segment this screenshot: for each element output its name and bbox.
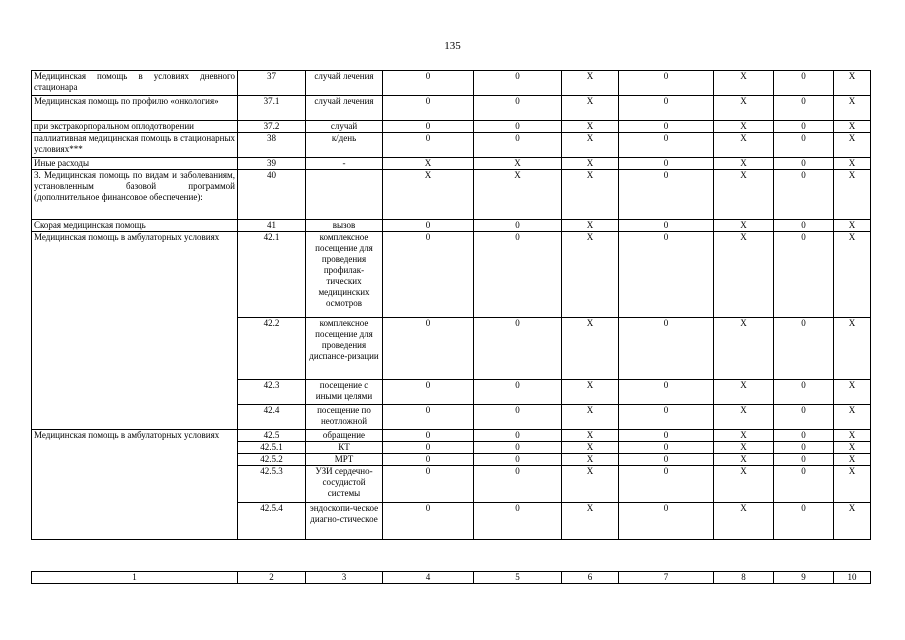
value-cell: 0 bbox=[774, 503, 834, 540]
value-cell: 0 bbox=[774, 170, 834, 220]
value-cell: X bbox=[562, 430, 619, 442]
table-row bbox=[32, 158, 871, 170]
unit-cell: УЗИ сердечно-сосудистой системы bbox=[306, 466, 383, 503]
row-number: 42.5 bbox=[238, 430, 306, 442]
value-cell: 0 bbox=[619, 71, 714, 96]
value-cell: 0 bbox=[619, 232, 714, 318]
value-cell: X bbox=[562, 121, 619, 133]
value-cell: X bbox=[562, 71, 619, 96]
row-number: 42.1 bbox=[238, 232, 306, 318]
value-cell: X bbox=[834, 96, 871, 121]
value-cell: 0 bbox=[774, 71, 834, 96]
row-number: 37.1 bbox=[238, 96, 306, 121]
value-cell: X bbox=[562, 158, 619, 170]
value-cell: 0 bbox=[774, 220, 834, 232]
column-number-cell: 1 bbox=[32, 572, 238, 584]
unit-cell: вызов bbox=[306, 220, 383, 232]
value-cell: 0 bbox=[619, 380, 714, 405]
value-cell: X bbox=[562, 405, 619, 430]
column-number-cell: 2 bbox=[238, 572, 306, 584]
value-cell: 0 bbox=[474, 466, 562, 503]
value-cell: X bbox=[834, 232, 871, 318]
value-cell: X bbox=[834, 442, 871, 454]
value-cell: 0 bbox=[474, 121, 562, 133]
value-cell: 0 bbox=[774, 318, 834, 380]
value-cell: 0 bbox=[383, 454, 474, 466]
value-cell: 0 bbox=[619, 405, 714, 430]
value-cell: 0 bbox=[474, 503, 562, 540]
value-cell: 0 bbox=[619, 318, 714, 380]
value-cell: X bbox=[834, 220, 871, 232]
value-cell: 0 bbox=[619, 430, 714, 442]
unit-cell: КТ bbox=[306, 442, 383, 454]
value-cell: X bbox=[562, 454, 619, 466]
value-cell: X bbox=[714, 121, 774, 133]
unit-cell: - bbox=[306, 158, 383, 170]
value-cell: 0 bbox=[383, 121, 474, 133]
value-cell: X bbox=[834, 466, 871, 503]
column-number-cell: 8 bbox=[714, 572, 774, 584]
value-cell: X bbox=[714, 466, 774, 503]
row-number: 42.3 bbox=[238, 380, 306, 405]
value-cell: 0 bbox=[383, 430, 474, 442]
value-cell: 0 bbox=[474, 405, 562, 430]
value-cell: 0 bbox=[383, 133, 474, 158]
value-cell: 0 bbox=[774, 430, 834, 442]
value-cell: 0 bbox=[619, 170, 714, 220]
value-cell: 0 bbox=[474, 380, 562, 405]
table-row bbox=[32, 71, 871, 96]
value-cell: X bbox=[562, 318, 619, 380]
value-cell: 0 bbox=[474, 96, 562, 121]
value-cell: 0 bbox=[774, 454, 834, 466]
value-cell: X bbox=[834, 71, 871, 96]
value-cell: 0 bbox=[619, 503, 714, 540]
page-number: 135 bbox=[444, 40, 461, 52]
value-cell: 0 bbox=[774, 442, 834, 454]
value-cell: 0 bbox=[383, 380, 474, 405]
unit-cell: обращение bbox=[306, 430, 383, 442]
row-label: 3. Медицинская помощь по видам и заболеваниям, установленным базовой программой (дополнительное финансовое обеспечение): bbox=[32, 170, 238, 220]
unit-cell: случай лечения bbox=[306, 96, 383, 121]
value-cell: X bbox=[834, 170, 871, 220]
row-label: паллиативная медицинская помощь в стационарных условиях*** bbox=[32, 133, 238, 158]
unit-cell: посещение по неотложной bbox=[306, 405, 383, 430]
table-row bbox=[32, 133, 871, 158]
value-cell: 0 bbox=[383, 318, 474, 380]
table-row bbox=[32, 170, 871, 220]
value-cell: X bbox=[383, 158, 474, 170]
value-cell: X bbox=[383, 170, 474, 220]
value-cell: X bbox=[834, 318, 871, 380]
value-cell: X bbox=[834, 380, 871, 405]
value-cell: 0 bbox=[383, 503, 474, 540]
row-number: 42.5.2 bbox=[238, 454, 306, 466]
value-cell: X bbox=[714, 454, 774, 466]
value-cell: X bbox=[714, 96, 774, 121]
row-number: 37 bbox=[238, 71, 306, 96]
column-number-cell: 10 bbox=[834, 572, 871, 584]
value-cell: 0 bbox=[474, 454, 562, 466]
row-label: Медицинская помощь в амбулаторных условиях bbox=[32, 430, 238, 540]
row-number: 41 bbox=[238, 220, 306, 232]
value-cell: X bbox=[562, 503, 619, 540]
value-cell: 0 bbox=[774, 96, 834, 121]
value-cell: 0 bbox=[774, 466, 834, 503]
value-cell: X bbox=[834, 503, 871, 540]
value-cell: X bbox=[714, 318, 774, 380]
data-table bbox=[31, 70, 871, 540]
row-number: 42.5.1 bbox=[238, 442, 306, 454]
value-cell: 0 bbox=[474, 133, 562, 158]
value-cell: X bbox=[562, 220, 619, 232]
value-cell: X bbox=[474, 158, 562, 170]
value-cell: 0 bbox=[619, 158, 714, 170]
value-cell: X bbox=[562, 466, 619, 503]
column-numbers-table bbox=[31, 571, 871, 584]
value-cell: X bbox=[834, 430, 871, 442]
value-cell: X bbox=[562, 133, 619, 158]
value-cell: 0 bbox=[383, 96, 474, 121]
row-label: Медицинская помощь в условиях дневного стационара bbox=[32, 71, 238, 96]
column-number-cell: 6 bbox=[562, 572, 619, 584]
value-cell: X bbox=[714, 170, 774, 220]
row-label: Медицинская помощь в амбулаторных условиях bbox=[32, 232, 238, 430]
value-cell: X bbox=[834, 454, 871, 466]
value-cell: X bbox=[714, 133, 774, 158]
value-cell: 0 bbox=[474, 71, 562, 96]
value-cell: 0 bbox=[474, 220, 562, 232]
value-cell: X bbox=[714, 405, 774, 430]
value-cell: 0 bbox=[619, 466, 714, 503]
value-cell: X bbox=[562, 96, 619, 121]
value-cell: 0 bbox=[383, 466, 474, 503]
value-cell: 0 bbox=[383, 405, 474, 430]
value-cell: X bbox=[714, 71, 774, 96]
unit-cell: эндоскопи-ческое диагно-стическое bbox=[306, 503, 383, 540]
row-label: при экстракорпоральном оплодотворении bbox=[32, 121, 238, 133]
value-cell: 0 bbox=[619, 121, 714, 133]
value-cell: 0 bbox=[774, 158, 834, 170]
row-number: 38 bbox=[238, 133, 306, 158]
value-cell: X bbox=[562, 170, 619, 220]
value-cell: 0 bbox=[774, 380, 834, 405]
value-cell: X bbox=[714, 503, 774, 540]
unit-cell: комплексное посещение для проведения профилак-тических медицинских осмотров bbox=[306, 232, 383, 318]
value-cell: X bbox=[834, 158, 871, 170]
row-number: 37.2 bbox=[238, 121, 306, 133]
value-cell: X bbox=[562, 380, 619, 405]
value-cell: 0 bbox=[774, 133, 834, 158]
value-cell: 0 bbox=[774, 232, 834, 318]
row-number: 42.5.4 bbox=[238, 503, 306, 540]
unit-cell bbox=[306, 170, 383, 220]
value-cell: 0 bbox=[774, 405, 834, 430]
row-label: Медицинская помощь по профилю «онкология» bbox=[32, 96, 238, 121]
value-cell: X bbox=[714, 232, 774, 318]
column-numbers-row bbox=[32, 572, 871, 584]
table-row bbox=[32, 96, 871, 121]
row-number: 42.4 bbox=[238, 405, 306, 430]
table-row bbox=[32, 232, 871, 318]
value-cell: X bbox=[834, 121, 871, 133]
value-cell: 0 bbox=[774, 121, 834, 133]
value-cell: X bbox=[474, 170, 562, 220]
value-cell: 0 bbox=[619, 454, 714, 466]
value-cell: X bbox=[714, 220, 774, 232]
unit-cell: посещение с иными целями bbox=[306, 380, 383, 405]
value-cell: 0 bbox=[383, 232, 474, 318]
value-cell: X bbox=[834, 405, 871, 430]
value-cell: 0 bbox=[619, 442, 714, 454]
row-label: Скорая медицинская помощь bbox=[32, 220, 238, 232]
column-number-cell: 5 bbox=[474, 572, 562, 584]
row-number: 42.2 bbox=[238, 318, 306, 380]
row-number: 40 bbox=[238, 170, 306, 220]
table-row bbox=[32, 121, 871, 133]
value-cell: 0 bbox=[383, 71, 474, 96]
column-number-cell: 7 bbox=[619, 572, 714, 584]
value-cell: 0 bbox=[619, 96, 714, 121]
row-number: 39 bbox=[238, 158, 306, 170]
row-number: 42.5.3 bbox=[238, 466, 306, 503]
table-row bbox=[32, 430, 871, 442]
column-number-cell: 9 bbox=[774, 572, 834, 584]
unit-cell: комплексное посещение для проведения диспансе-ризации bbox=[306, 318, 383, 380]
value-cell: X bbox=[714, 430, 774, 442]
value-cell: 0 bbox=[474, 232, 562, 318]
unit-cell: МРТ bbox=[306, 454, 383, 466]
unit-cell: случай лечения bbox=[306, 71, 383, 96]
table-row bbox=[32, 220, 871, 232]
value-cell: 0 bbox=[474, 442, 562, 454]
value-cell: X bbox=[714, 158, 774, 170]
value-cell: 0 bbox=[383, 220, 474, 232]
value-cell: 0 bbox=[474, 430, 562, 442]
value-cell: 0 bbox=[619, 133, 714, 158]
value-cell: X bbox=[562, 232, 619, 318]
value-cell: 0 bbox=[619, 220, 714, 232]
unit-cell: случай bbox=[306, 121, 383, 133]
value-cell: 0 bbox=[383, 442, 474, 454]
value-cell: X bbox=[714, 442, 774, 454]
value-cell: X bbox=[562, 442, 619, 454]
unit-cell: к/день bbox=[306, 133, 383, 158]
column-number-cell: 4 bbox=[383, 572, 474, 584]
column-number-cell: 3 bbox=[306, 572, 383, 584]
value-cell: 0 bbox=[474, 318, 562, 380]
value-cell: X bbox=[834, 133, 871, 158]
row-label: Иные расходы bbox=[32, 158, 238, 170]
value-cell: X bbox=[714, 380, 774, 405]
